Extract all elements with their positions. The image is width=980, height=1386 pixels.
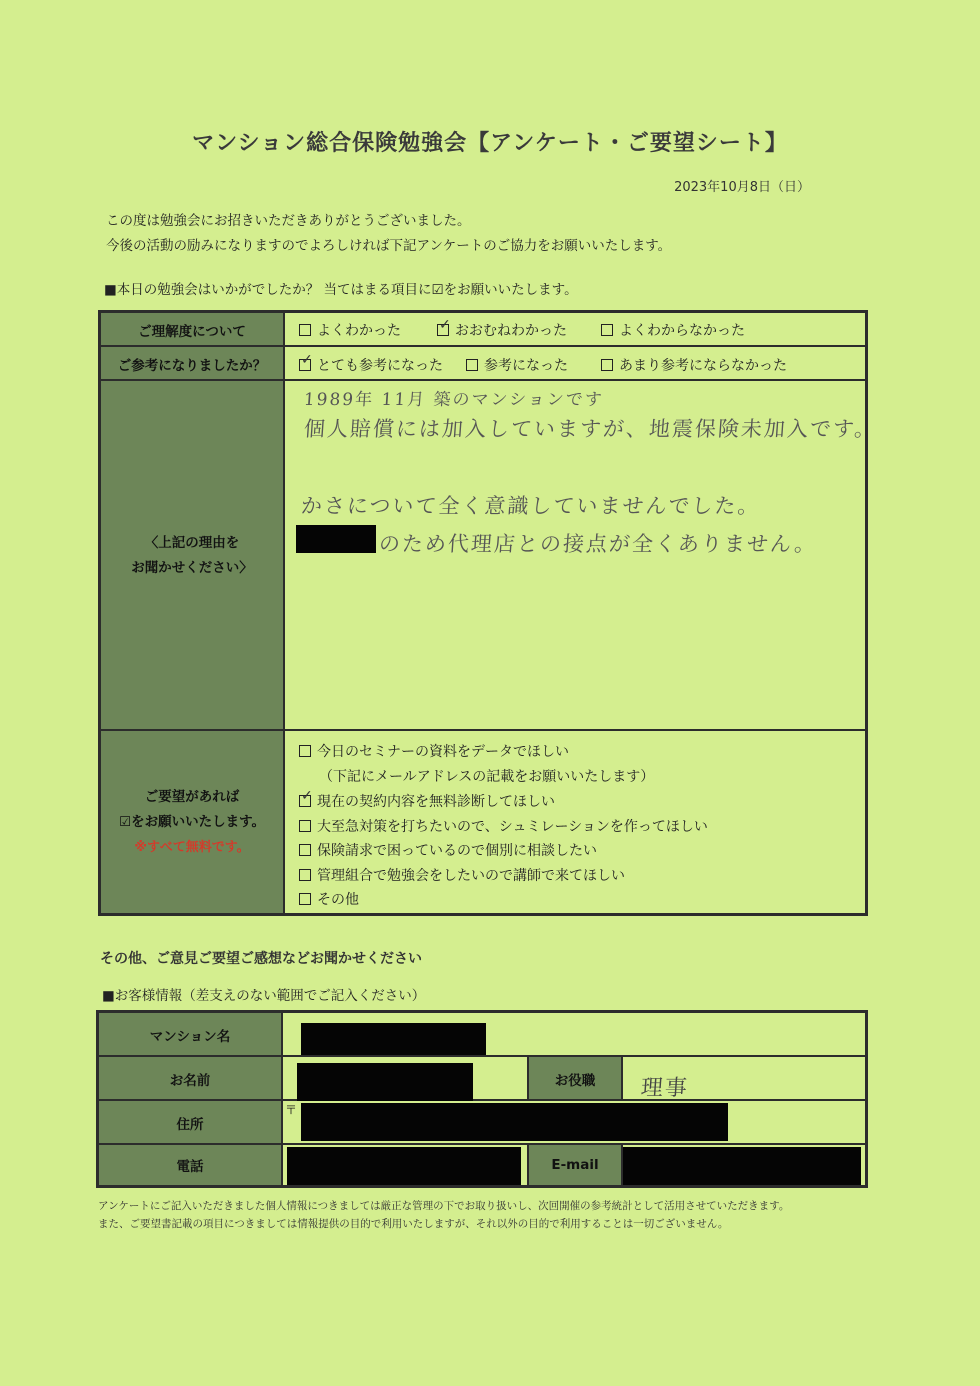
request-item-1[interactable]: 今日のセミナーの資料をデータでほしい xyxy=(299,741,569,761)
intro-line-2: 今後の活動の励みになりますのでよろしければ下記アンケートのご協力をお願いいたします。 xyxy=(106,238,672,254)
reason-label-line-1: 〈上記の理由を xyxy=(144,535,240,551)
customer-info-header: ■お客様情報（差支えのない範囲でご記入ください） xyxy=(102,988,426,1004)
checked-checkbox-icon[interactable] xyxy=(299,795,311,807)
page-title: マンション総合保険勉強会【アンケート・ご要望シート】 xyxy=(192,131,788,156)
checkbox-icon[interactable] xyxy=(299,820,311,832)
checkbox-icon[interactable] xyxy=(299,844,311,856)
request-item-3[interactable]: 大至急対策を打ちたいので、シュミレーションを作ってほしい xyxy=(299,816,708,836)
address-label: 住所 xyxy=(99,1101,281,1145)
checkbox-icon[interactable] xyxy=(299,324,311,336)
handwritten-reason-4: のため代理店との接点が全くありません。 xyxy=(378,532,819,556)
q2-option-2[interactable]: 参考になった xyxy=(466,355,568,375)
handwritten-reason-1: 1989年 11月 築のマンションです xyxy=(303,390,605,410)
checked-checkbox-icon[interactable] xyxy=(437,324,449,336)
requests-label xyxy=(101,731,283,913)
handwritten-reason-3: かさについて全く意識していませんでした。 xyxy=(300,494,762,518)
q1-option-2[interactable]: ✓ おおむねわかった xyxy=(437,320,567,340)
checked-checkbox-icon[interactable] xyxy=(299,359,311,371)
intro-line-1: この度は勉強会にお招きいただきありがとうございました。 xyxy=(106,213,471,229)
checkbox-icon[interactable] xyxy=(299,893,311,905)
customer-table xyxy=(96,1010,868,1188)
request-item-5[interactable]: 管理組合で勉強会をしたいので講師で来てほしい xyxy=(299,865,625,885)
footer-line-2: また、ご要望書記載の項目につきましては情報提供の目的で利用いたしますが、それ以外の目的で利用することは一切ございません。 xyxy=(98,1218,729,1230)
request-item-note: （下記にメールアドレスの記載をお願いいたします） xyxy=(319,769,655,785)
role-label: お役職 xyxy=(529,1057,621,1101)
redacted-block xyxy=(296,525,376,553)
redacted-address xyxy=(301,1103,728,1141)
request-item-2[interactable]: ✓現在の契約内容を無料診断してほしい xyxy=(299,791,555,811)
checkbox-icon[interactable] xyxy=(299,869,311,881)
reason-label-line-2: お聞かせください〉 xyxy=(131,560,253,576)
redacted-name xyxy=(297,1063,473,1101)
footer-line-1: アンケートにご記入いただきました個人情報につきましては厳正な管理の下でお取り扱いし、次回開催の参考統計として活用させていただきます。 xyxy=(98,1200,790,1212)
requests-free-note: ※すべて無料です。 xyxy=(134,839,250,855)
requests-label-line-1: ご要望があれば xyxy=(144,788,240,805)
checkbox-icon[interactable] xyxy=(299,745,311,757)
other-comments-title: その他、ご意見ご要望ご感想などお聞かせください xyxy=(100,951,422,967)
redacted-phone xyxy=(287,1147,521,1185)
survey-date: 2023年10月8日（日） xyxy=(674,180,810,195)
checkbox-icon[interactable] xyxy=(601,324,613,336)
handwritten-reason-2: 個人賠償には加入していますが、地震保険未加入です。 xyxy=(303,417,879,441)
q2-label: ご参考になりましたか？ xyxy=(101,347,283,381)
reason-label xyxy=(101,381,283,731)
redacted-mansion-name xyxy=(301,1023,486,1055)
redacted-email xyxy=(623,1147,861,1185)
q1-label: ご理解度について xyxy=(101,313,283,347)
q2-option-3[interactable]: あまり参考にならなかった xyxy=(601,355,787,375)
question-header: ■本日の勉強会はいかがでしたか？ 当てはまる項目に☑をお願いいたします。 xyxy=(104,282,578,298)
postal-mark: 〒 xyxy=(285,1103,298,1117)
email-label: E-mail xyxy=(529,1145,621,1185)
role-value: 理事 xyxy=(639,1076,690,1101)
q1-option-3[interactable]: よくわからなかった xyxy=(601,320,745,340)
checkbox-icon[interactable] xyxy=(466,359,478,371)
name-label: お名前 xyxy=(99,1057,281,1101)
request-item-4[interactable]: 保険請求で困っているので個別に相談したい xyxy=(299,840,597,860)
phone-label: 電話 xyxy=(99,1145,281,1185)
request-item-6[interactable]: その他 xyxy=(299,889,359,909)
q2-option-1[interactable]: ✓とても参考になった xyxy=(299,355,443,375)
mansion-name-label: マンション名 xyxy=(99,1013,281,1057)
q1-option-1[interactable]: よくわかった xyxy=(299,320,401,340)
checkbox-icon[interactable] xyxy=(601,359,613,371)
survey-table xyxy=(98,310,879,916)
requests-label-line-2: ☑をお願いいたします。 xyxy=(118,813,266,830)
